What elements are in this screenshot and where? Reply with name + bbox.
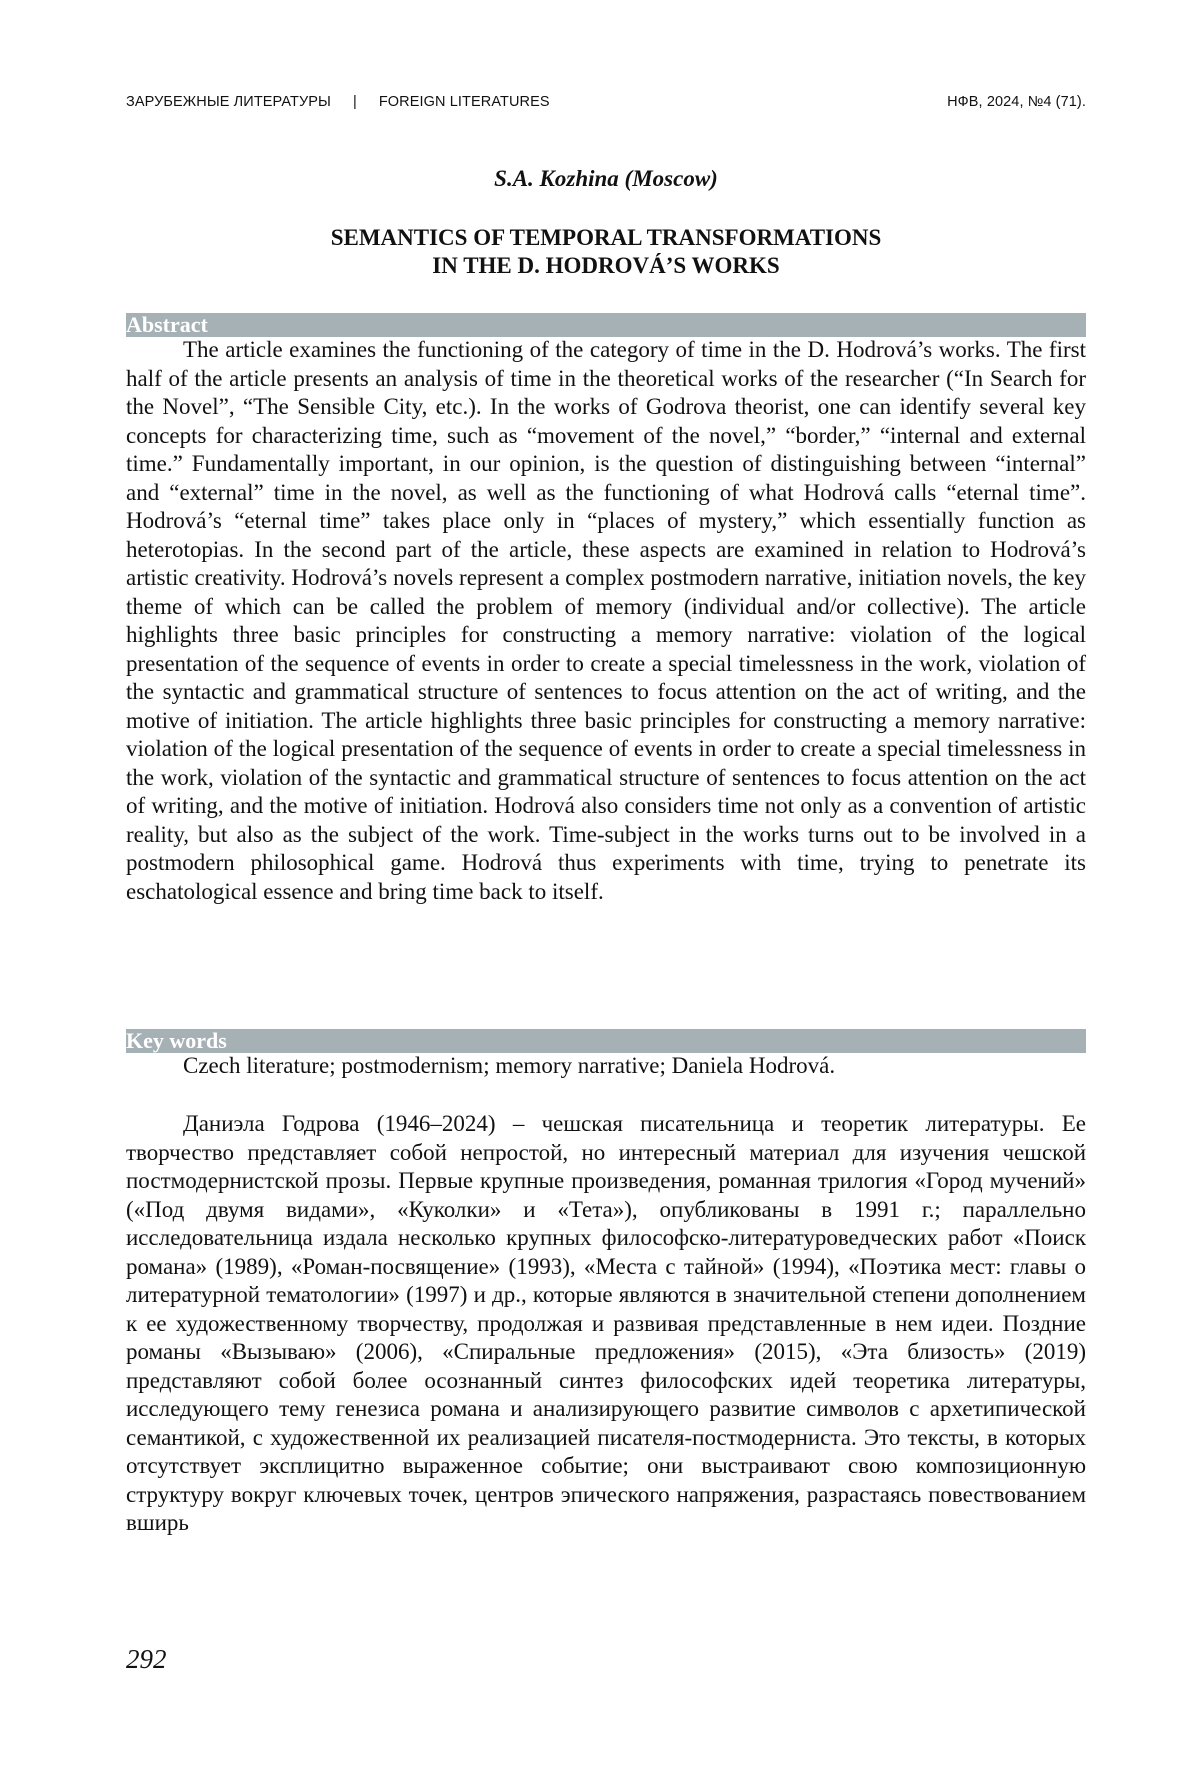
keywords-text: Czech literature; postmodernism; memory narrative; Daniela Hodrová. — [126, 1052, 1086, 1081]
article-title-line-1: SEMANTICS OF TEMPORAL TRANSFORMATIONS — [126, 224, 1086, 252]
keywords-heading: Key words — [126, 1029, 1086, 1053]
article-title — [126, 224, 1086, 280]
abstract-heading: Abstract — [126, 313, 1086, 337]
journal-page — [126, 0, 1086, 1784]
section-title-en: FOREIGN LITERATURES — [379, 94, 550, 110]
section-title-ru: ЗАРУБЕЖНЫЕ ЛИТЕРАТУРЫ — [126, 94, 331, 110]
article-body — [126, 1110, 1086, 1538]
header-separator: | — [353, 94, 357, 110]
page-number: 292 — [126, 1644, 167, 1675]
running-header-section — [126, 94, 550, 110]
keywords-section — [126, 1052, 1086, 1081]
running-header — [126, 94, 1086, 114]
article-title-line-2: IN THE D. HODROVÁ’S WORKS — [126, 252, 1086, 280]
journal-issue: НФВ, 2024, №4 (71). — [947, 94, 1086, 110]
body-paragraph: Даниэла Годрова (1946–2024) – чешская писательница и теоретик литературы. Ее творчество представляет собой непростой, но интересный материал для изучения чешской постмодернистской прозы. Первые крупные произведения, романная трилогия «Город мучений» («Под двумя видами», «Куколки» и «Тета»), опубликованы в 1991 г.; параллельно исследовательница издала несколько крупных философско-литературоведческих работ «Поиск романа» (1989), «Роман-посвящение» (1993), «Места с тайной» (1994), «Поэтика мест: главы о литературной тематологии» (1997) и др., которые являются в значительной степени дополнением к ее художественному творчеству, продолжая и развивая представленные в нем идеи. Поздние романы «Вызываю» (2006), «Спиральные предложения» (2015), «Эта близость» (2019) представляют собой более осознанный синтез философских идей теоретика литературы, исследующего тему генезиса романа и анализирующего развитие символов с архетипической семантикой, с художественной их реализацией писателя-постмодерниста. Это тексты, в которых отсутствует эксплицитно выраженное событие; они выстраивают свою композиционную структуру вокруг ключевых точек, центров эпического напряжения, разрастаясь повествованием вширь — [126, 1110, 1086, 1538]
article-author: S.A. Kozhina (Moscow) — [126, 166, 1086, 192]
abstract-section — [126, 336, 1086, 906]
abstract-text: The article examines the functioning of the category of time in the D. Hodrová’s works. The first half of the article presents an analysis of time in the theoretical works of the researcher (“In Search for the Novel”, “The Sensible City, etc.). In the works of Godrova theorist, one can identify several key concepts for characterizing time, such as “movement of the novel,” “border,” “internal and external time.” Fundamentally important, in our opinion, is the question of distinguishing between “internal” and “external” time in the novel, as well as the functioning of what Hodrová calls “eternal time”. Hodrová’s “eternal time” takes place only in “places of mystery,” which essentially function as heterotopias. In the second part of the article, these aspects are examined in relation to Hodrová’s artistic creativity. Hodrová’s novels represent a complex postmodern narrative, initiation novels, the key theme of which can be called the problem of memory (individual and/or collective). The article highlights three basic principles for constructing a memory narrative: violation of the logical presentation of the sequence of events in order to create a special timelessness in the work, violation of the syntactic and grammatical structure of sentences to focus attention on the act of writing, and the motive of initiation. The article highlights three basic principles for constructing a memory narrative: violation of the logical presentation of the sequence of events in order to create a special timelessness in the work, violation of the syntactic and grammatical structure of sentences to focus attention on the act of writing, and the motive of initiation. Hodrová also considers time not only as a convention of artistic reality, but also as the subject of the work. Time-subject in the works turns out to be involved in a postmodern philosophical game. Hodrová thus experiments with time, trying to penetrate its eschatological essence and bring time back to itself. — [126, 336, 1086, 906]
